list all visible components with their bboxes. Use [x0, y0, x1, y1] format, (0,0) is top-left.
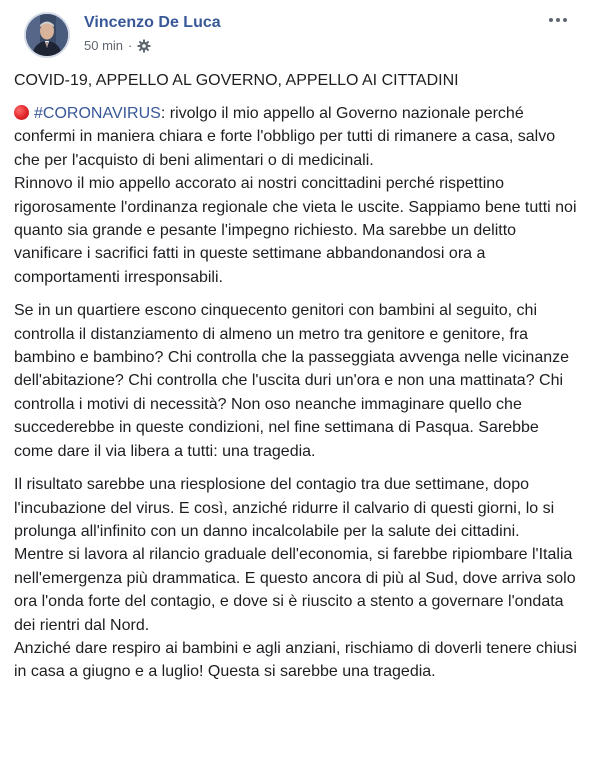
paragraph-3-part-c: Anziché dare respiro ai bambini e agli anziani, rischiamo di doverli tenere chiusi in casa a giugno e a luglio! Questa si sarebbe una tragedia.: [14, 639, 577, 681]
paragraph-3-part-b: Mentre si lavora al rilancio graduale dell'economia, si farebbe ripiombare l'Italia nell'emergenza più drammatica. E questo ancora di più al Sud, dove arriva solo ora l'onda forte del contagio, e dove si è riuscito a stento a governare l'ondata dei rientri dal Nord.: [14, 546, 576, 634]
avatar[interactable]: [24, 12, 70, 58]
post-title: COVID-19, APPELLO AL GOVERNO, APPELLO AI CITTADINI: [14, 72, 459, 89]
author-name[interactable]: Vincenzo De Luca: [84, 14, 221, 31]
more-options-icon[interactable]: [546, 10, 570, 30]
hashtag-coronavirus[interactable]: #CORONAVIRUS: [34, 105, 161, 122]
avatar-image: [26, 14, 68, 56]
paragraph-1-continuation: Rinnovo il mio appello accorato ai nostri concittadini perché rispettino rigorosamente l'ordinanza regionale che vieta le uscite. Sappiamo bene tutti noi quanto sia grande e pesante l'impegno richiesto. Ma sarebbe un delitto vanificare i sacrifici fatti in queste settimane abbandonandosi ora a comportamenti irresponsabili.: [14, 175, 577, 286]
post-header: [12, 0, 578, 64]
post-paragraph-1: [12, 102, 578, 289]
post-timestamp[interactable]: 50 min: [84, 38, 124, 53]
paragraph-1-text: : rivolgo il mio appello al Governo nazionale perché confermi in maniera chiara e forte l'obbligo per tutti di rimanere a casa, salvo che per l'acquisto di beni alimentari o di medicinali.: [14, 105, 556, 169]
post-paragraph-2: Se in un quartiere escono cinquecento genitori con bambini al seguito, chi controlla il distanziamento di almeno un metro tra genitore e genitore, fra bambino e bambino? Chi controlla che la passeggiata avvenga nelle vicinanze dell'abitazione? Chi controlla che l'uscita duri un'ora e non una mattinata? Chi controlla i motivi di necessità? Non oso neanche immaginare quello che succederebbe in queste condizioni, nel fine settimana di Pasqua. Sarebbe come dare il via libera a tutti: una tragedia.: [14, 302, 570, 460]
post-paragraph-3: [12, 473, 578, 684]
gear-icon[interactable]: [137, 39, 151, 53]
post-meta: [84, 38, 151, 53]
meta-separator: ·: [128, 38, 133, 53]
red-circle-icon: [14, 105, 29, 120]
paragraph-3-part-a: Il risultato sarebbe una riesplosione del contagio tra due settimane, dopo l'incubazione del virus. E così, anziché ridurre il calvario di questi giorni, lo si prolunga all'infinito con un danno incalcolabile per la salute dei cittadini.: [14, 476, 555, 540]
